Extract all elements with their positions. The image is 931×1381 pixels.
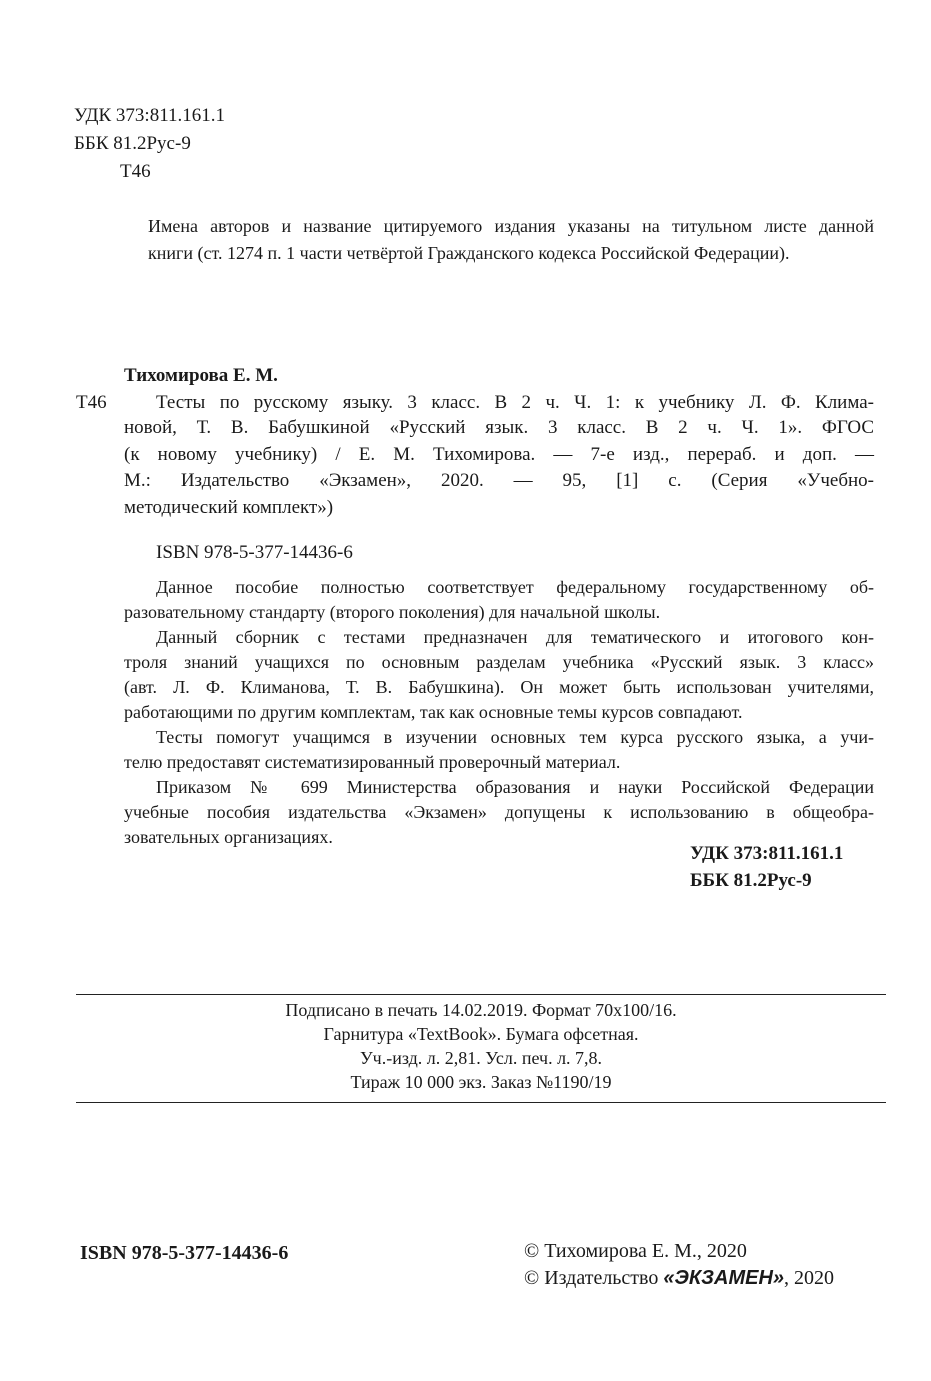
biblio-code: Т46: [76, 392, 107, 413]
annotation-p3-line-2: телю предоставят систематизированный проверочный материал.: [124, 752, 621, 772]
annotation-p2-line-3: (авт. Л. Ф. Климанова, Т. В. Бабушкина). Он может быть использован учителями,: [124, 677, 874, 697]
annotation-p1-line-2: разовательному стандарту (второго поколения) для начальной школы.: [124, 602, 661, 622]
footer-isbn: ISBN 978-5-377-14436-6: [80, 1242, 289, 1264]
annotation-p2-line-1: Данный сборник с тестами предназначен для тематического и итогового кон-: [156, 627, 874, 647]
footer-copyright-publisher: [524, 1264, 834, 1292]
imprint-line-1: Подписано в печать 14.02.2019. Формат 70х100/16.: [285, 1000, 677, 1020]
biblio-author: Тихомирова Е. М.: [124, 365, 278, 386]
imprint-line-2: Гарнитура «TextBook». Бумага офсетная.: [323, 1024, 639, 1044]
footer-publisher-brand: «ЭКЗАМЕН»: [663, 1267, 785, 1289]
biblio-line-2: новой, Т. В. Бабушкиной «Русский язык. 3 класс. В 2 ч. Ч. 1». ФГОС: [124, 417, 874, 438]
biblio-line-4: М.: Издательство «Экзамен», 2020. — 95, [1] с. (Серия «Учебно-: [124, 470, 874, 491]
classification-udk: УДК 373:811.161.1: [690, 843, 844, 864]
imprint-bottom-rule: [76, 1102, 886, 1103]
biblio-line-5: методический комплект»): [124, 497, 334, 518]
notice-line-1: Имена авторов и название цитируемого издания указаны на титульном листе данной: [148, 216, 874, 236]
annotation-p4-line-1: Приказом № 699 Министерства образования и науки Российской Федерации: [156, 777, 874, 797]
annotation-p4-line-2: учебные пособия издательства «Экзамен» допущены к использованию в общеобра-: [124, 802, 874, 822]
classification-bbk: ББК 81.2Рус-9: [690, 870, 812, 891]
imprint-line-3: Уч.-изд. л. 2,81. Усл. печ. л. 7,8.: [359, 1048, 603, 1068]
annotation-p3-line-1: Тесты помогут учащимся в изучении основных тем курса русского языка, а учи-: [156, 727, 874, 747]
header-udk: УДК 373:811.161.1: [74, 105, 225, 126]
annotation-p2-line-4: работающими по другим комплектам, так как основные темы курсов совпадают.: [124, 702, 743, 722]
annotation-p1-line-1: Данное пособие полностью соответствует федеральному государственному об-: [156, 577, 874, 597]
biblio-isbn: ISBN 978-5-377-14436-6: [156, 542, 353, 563]
biblio-line-1: Тесты по русскому языку. 3 класс. В 2 ч. Ч. 1: к учебнику Л. Ф. Клима-: [156, 392, 874, 413]
header-code: Т46: [120, 161, 151, 182]
annotation-p4-line-3: зовательных организациях.: [124, 827, 333, 847]
footer-publisher-suffix: , 2020: [784, 1267, 835, 1289]
notice-line-2: книги (ст. 1274 п. 1 части четвёртой Гражданского кодекса Российской Федерации).: [148, 243, 790, 263]
imprint-top-rule: [76, 994, 886, 995]
header-bbk: ББК 81.2Рус-9: [74, 133, 191, 154]
biblio-line-3: (к новому учебнику) / Е. М. Тихомирова. — 7-е изд., перераб. и доп. —: [124, 444, 874, 465]
footer-publisher-prefix: © Издательство: [524, 1267, 664, 1289]
footer-copyright-author: © Тихомирова Е. М., 2020: [524, 1240, 747, 1262]
annotation-p2-line-2: троля знаний учащихся по основным разделам учебника «Русский язык. 3 класс»: [124, 652, 874, 672]
imprint-line-4: Тираж 10 000 экз. Заказ №1190/19: [350, 1072, 612, 1092]
